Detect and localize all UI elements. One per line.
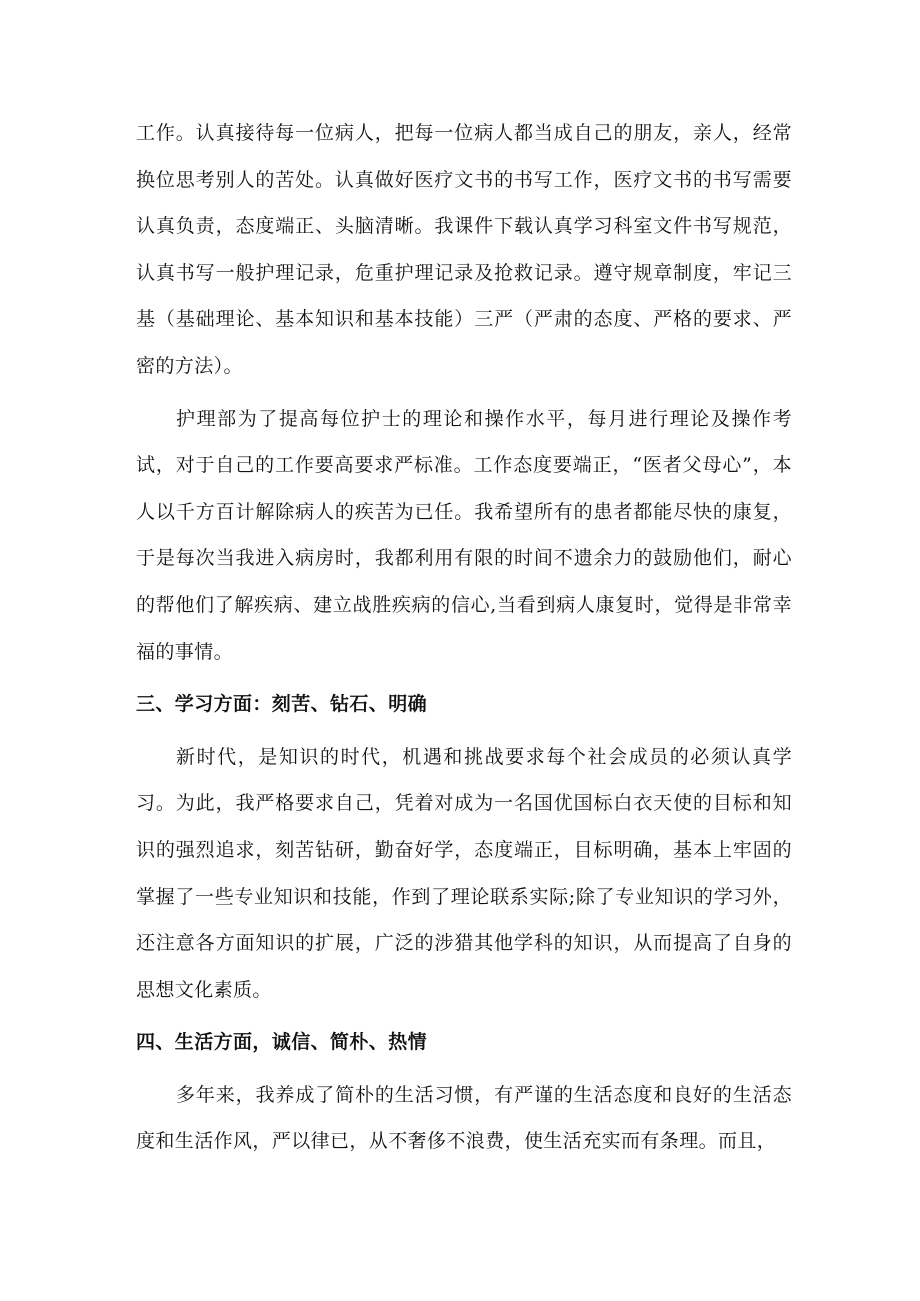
paragraph-study: 新时代，是知识的时代，机遇和挑战要求每个社会成员的必须认真学习。为此，我严格要求自己，凭着对成为一名国优国标白衣天使的目标和知识的强烈追求，刻苦钻研，勤奋好学，态度端正，目标明确，基本上牢固的掌握了一些专业知识和技能，作到了理论联系实际;除了专业知识的学习外，还注意各方面知识的扩展，广泛的涉猎其他学科的知识，从而提高了自身的思想文化素质。 [136, 745, 792, 1001]
section-heading-life: 四、生活方面，诚信、简朴、热情 [136, 1031, 428, 1054]
document-body [136, 110, 792, 1165]
paragraph-continuation: 工作。认真接待每一位病人，把每一位病人都当成自己的朋友，亲人，经常换位思考别人的苦处。认真做好医疗文书的书写工作，医疗文书的书写需要认真负责，态度端正、头脑清晰。我课件下载认真学习科室文件书写规范，认真书写一般护理记录，危重护理记录及抢救记录。遵守规章制度，牢记三基（基础理论、基本知识和基本技能）三严（严肃的态度、严格的要求、严密的方法）。 [136, 122, 792, 377]
paragraph-nursing-training: 护理部为了提高每位护士的理论和操作水平，每月进行理论及操作考试，对于自己的工作要高要求严标准。工作态度要端正，“医者父母心”，本人以千方百计解除病人的疾苦为已任。我希望所有的患者都能尽快的康复，于是每次当我进入病房时，我都利用有限的时间不遗余力的鼓励他们，耐心的帮他们了解疾病、建立战胜疾病的信心,当看到病人康复时，觉得是非常幸福的事情。 [136, 407, 792, 663]
section-heading-study: 三、学习方面：刻苦、钻石、明确 [136, 693, 428, 716]
paragraph-life: 多年来，我养成了简朴的生活习惯，有严谨的生活态度和良好的生活态度和生活作风，严以律已，从不奢侈不浪费，使生活充实而有条理。而且， [136, 1083, 792, 1153]
